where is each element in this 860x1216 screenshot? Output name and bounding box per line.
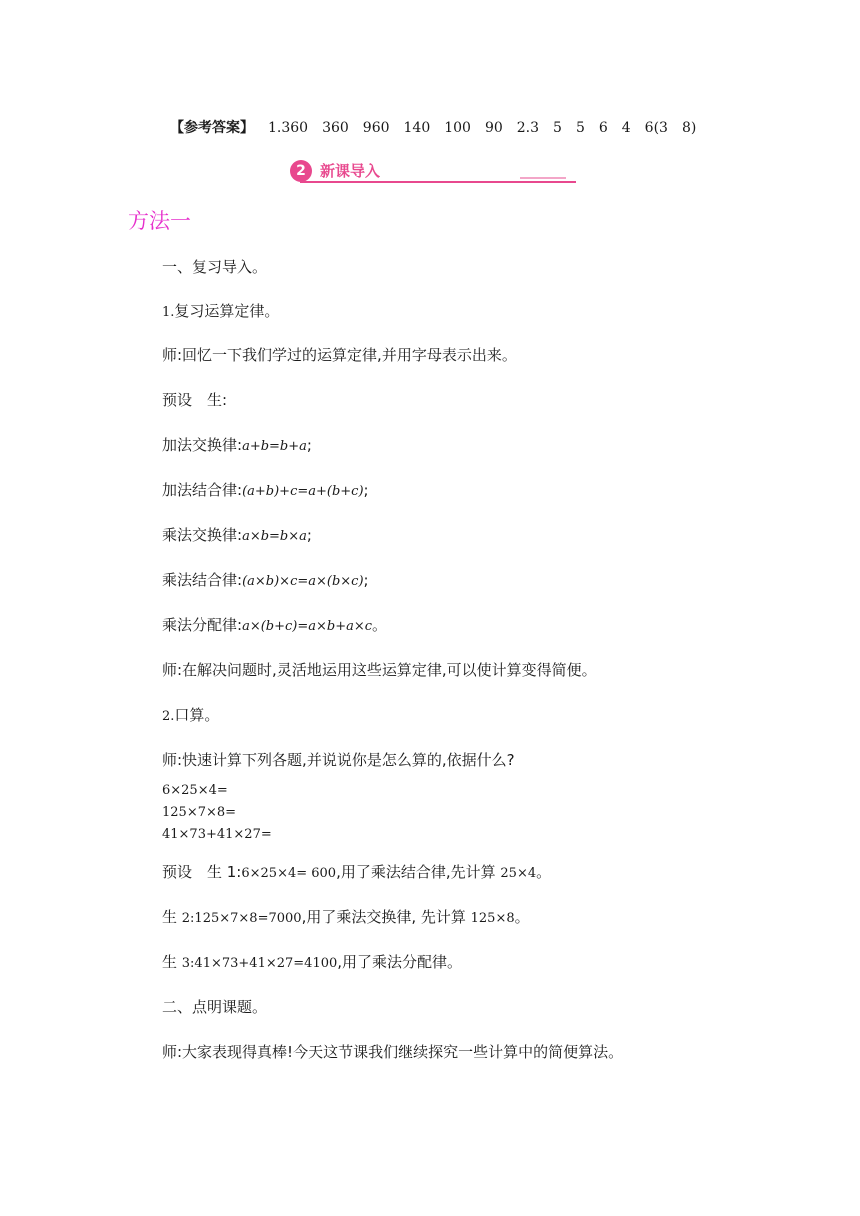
- law-expression: (a×b)×c=a×(b×c): [242, 574, 364, 589]
- answer-values: 1.360 360 960 140 100 90 2.3 5 5 6 4 6(3 8): [268, 120, 697, 136]
- student-calc: 3:41×73+41×27=4100: [181, 956, 338, 971]
- preset-line: 预设 生:: [162, 391, 228, 409]
- student-end: 。: [536, 863, 552, 881]
- reference-answer: [170, 117, 696, 137]
- student-step: 125×8: [470, 911, 515, 926]
- law-addition-commutative: [162, 434, 312, 455]
- answer-label: 【参考答案】: [170, 120, 254, 136]
- law-multiplication-commutative: [162, 524, 312, 545]
- teacher-line-1: 师:回忆一下我们学过的运算定律,并用字母表示出来。: [162, 346, 517, 364]
- student-end: 。: [514, 908, 530, 926]
- law-multiplication-associative: [162, 569, 369, 590]
- student-calc: 2:125×7×8=7000: [181, 911, 302, 926]
- law-end: ;: [306, 436, 312, 454]
- section-banner: [290, 159, 576, 187]
- law-name: 加法交换律:: [162, 436, 243, 454]
- law-name: 乘法结合律:: [162, 571, 243, 589]
- banner-underline-accent: [520, 177, 566, 179]
- student-label: 生: [162, 908, 182, 926]
- item-review-laws: [162, 300, 279, 321]
- method-heading: 方法一: [128, 209, 191, 233]
- law-name: 乘法分配律:: [162, 616, 243, 634]
- student-explain: ,用了乘法交换律, 先计算: [301, 908, 471, 926]
- student-answer-1: [162, 861, 551, 882]
- student-label: 预设 生 1:: [162, 863, 242, 881]
- law-name: 乘法交换律:: [162, 526, 243, 544]
- law-expression: a+b=b+a: [242, 439, 307, 454]
- item-number: 2.: [162, 709, 175, 724]
- item-text: 口算。: [174, 706, 220, 724]
- teacher-line-3: 师:快速计算下列各题,并说说你是怎么算的,依据什么?: [162, 751, 515, 769]
- teacher-line-2: 师:在解决问题时,灵活地运用这些运算定律,可以使计算变得简便。: [162, 661, 597, 679]
- law-name: 加法结合律:: [162, 481, 243, 499]
- exercise-3: 41×73+41×27=: [162, 827, 272, 842]
- student-step: 25×4: [500, 866, 537, 881]
- law-addition-associative: [162, 479, 369, 500]
- law-expression: a×b=b×a: [242, 529, 307, 544]
- law-expression: a×(b+c)=a×b+a×c: [242, 619, 373, 634]
- student-explain: ,用了乘法分配律。: [337, 953, 463, 971]
- student-explain: ,用了乘法结合律,先计算: [336, 863, 501, 881]
- item-number: 1.: [162, 305, 175, 320]
- law-end: ;: [363, 571, 369, 589]
- teacher-line-4: 师:大家表现得真棒!今天这节课我们继续探究一些计算中的简便算法。: [162, 1043, 624, 1061]
- student-calc: 6×25×4= 600: [241, 866, 337, 881]
- student-label: 生: [162, 953, 182, 971]
- law-expression: (a+b)+c=a+(b+c): [242, 484, 364, 499]
- item-mental-math: [162, 704, 219, 725]
- law-end: ;: [363, 481, 369, 499]
- student-answer-2: [162, 906, 530, 927]
- section-heading-topic: 二、点明课题。: [162, 998, 268, 1016]
- exercise-1: 6×25×4=: [162, 783, 228, 798]
- item-text: 复习运算定律。: [174, 302, 280, 320]
- law-distributive: [162, 614, 387, 635]
- law-end: 。: [372, 616, 388, 634]
- student-answer-3: [162, 951, 462, 972]
- banner-title: 新课导入: [320, 162, 381, 180]
- section-heading-review: 一、复习导入。: [162, 258, 268, 276]
- exercise-2: 125×7×8=: [162, 805, 237, 820]
- banner-number-badge: 2: [290, 160, 312, 182]
- banner-underline: [300, 181, 576, 183]
- law-end: ;: [306, 526, 312, 544]
